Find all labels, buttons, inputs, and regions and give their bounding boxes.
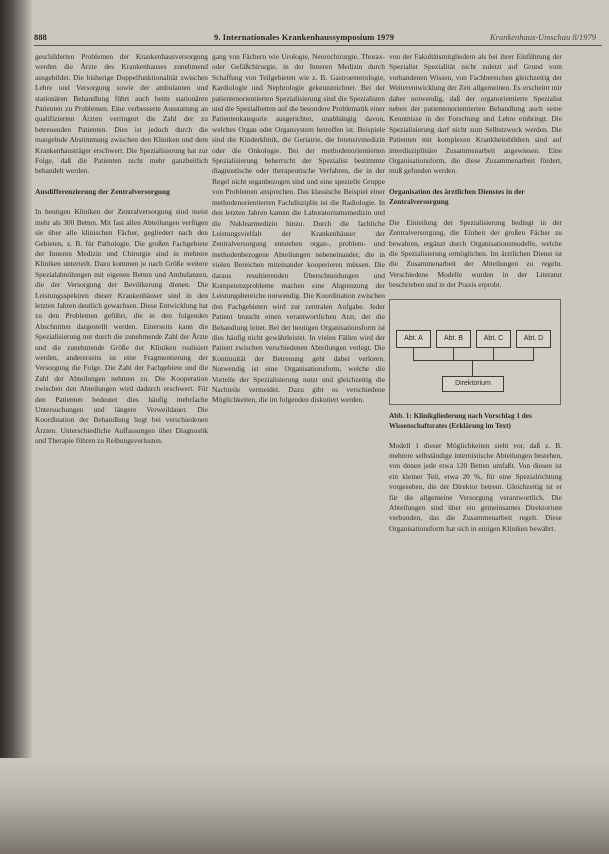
text-column-1 xyxy=(35,52,208,752)
department-box: Abt. A xyxy=(396,330,431,348)
connector-line xyxy=(413,348,414,360)
section-heading: Ausdifferenzierung der Zentralversorgung xyxy=(35,186,170,196)
connector-line xyxy=(472,360,473,376)
page-number: 888 xyxy=(34,32,47,42)
running-header xyxy=(34,30,602,44)
text-column-2 xyxy=(212,52,385,762)
section-heading: Organisation des ärztlichen Dienstes in der Zentralversorgung xyxy=(389,186,525,207)
header-rule xyxy=(34,45,602,46)
running-title: 9. Internationales Krankenhaussymposium 1979 xyxy=(214,32,395,42)
paragraph: Modell 1 dieser Möglichkeiten sieht vor, daß z. B. mehrere selbständige internistische Abteilungen bestehen, von denen jede etwa 120 Betten umfaßt. Von diesen ist ein kleiner Teil, etwa 20 %, für eine Spezialrichtung vorgesehen, die der Direktor betreut. Gleichzeitig ist er für die allgemeine Versorgung verantwortlich. Die Abteilungen sind über ein gemeinsames Direktorium verbunden, das die Zusammenarbeit regelt. Diese Organisationsform hat sich in einigen Kliniken bewährt. xyxy=(389,440,562,533)
page-bottom-shadow xyxy=(0,758,609,854)
directorate-box: Direktorium xyxy=(442,376,504,392)
connector-line xyxy=(453,348,454,360)
paragraph: gang von Fächern wie Urologie, Neurochirurgie, Thorax- oder Gefäßchirurgie, in der Inneren Medizin durch Schaffung von Teilgebieten wie z. B. Gastroenterologie, Kardiologie und Nephrologie gekennzeichnet. Bei der patientenorientierten Spezialisierung sind die Spezialisten und die Spezialbetten auf die besondere Problematik einer Patientenkategorie ausgerichtet, unabhängig davon, welches Organ oder Organsystem betroffen ist. Beispiele sind die Kinderklinik, die Geriatrie, die Intensivmedizin oder die Onkologie. Bei der methodenorientierten Spezialisierung beherrscht der Spezialist bestimmte diagnostische oder therapeutische Verfahren, die in der Regel nicht organbezogen sind und eine spezielle Gruppe von Problemen ansprechen. Das klassische Beispiel einer methodenorientierten Fachdisziplin ist die Radiologie. In den letzten Jahren kamen die Laboratoriumsmedizin und die Nuklearmedizin hinzu. Durch die fachliche Leistungsvielfalt der Krankenhäuser der Zentralversorgung entstehen organ-, problem- und methodenbezogene Abteilungen nebeneinander, die in vielen Bereichen miteinander kooperieren müssen. Die daraus resultierenden Überschneidungen und Kompetenzprobleme machen eine Abgrenzung der Leistungsbereiche notwendig. Die Koordination zwischen den Fachgebieten wird zur zentralen Aufgabe. Jeder Patient braucht einen verantwortlichen Arzt, der die Behandlung leitet. Bei der heutigen Organisationsform ist dies häufig nicht gewährleistet. In vielen Fällen wird der Patient zwischen verschiedenen Abteilungen verlegt. Die Kontinuität der Betreuung geht dabei verloren. Notwendig ist eine Organisationsform, welche die Vorteile der Spezialisierung nutzt und gleichzeitig die Nachteile vermeidet. Dazu gibt es verschiedene Möglichkeiten, die im folgenden diskutiert werden. xyxy=(212,52,385,405)
text-column-3 xyxy=(389,52,562,772)
department-box: Abt. B xyxy=(436,330,471,348)
paragraph: geschilderten Problemen der Krankenhausversorgung werden die Ärzte des Krankenhauses zunehmend ausgebildet. Die bisherige Doppelfunktionalität zwischen Lehre und Versorgung sowie der ambulanten und stationären Behandlung führt auch beim stationären Patienten zu Problemen. Eine verbesserte Ausstattung an qualifizierten Ärzten verringert die Zahl der zu betreuenden Patienten. Dies ist jedoch durch die mangelnde Abstimmung zwischen den Kliniken und dem Krankenhausträger erschwert. Die Spezialisierung hat zur Folge, daß die Patienten nicht mehr ganzheitlich behandelt werden. xyxy=(35,52,208,176)
paragraph: von der Fakultätsmitgliedern als bei ihrer Einführung der Spezialist Spezialität nicht zuletzt auf Grund vom vorhandenen Wissen, von Fachbereichen gleichzeitig der Weiterentwicklung der Zeit allgemeinen. Es erscheint mir daher notwendig, daß der organorientierte Spezialist neben der patientenorientierten Behandlung auch seine Kenntnisse in der Forschung und Lehre einbringt. Die Spezialisierung darf nicht zum Selbstzweck werden. Die Patienten mit komplexen Krankheitsbildern sind auf interdisziplinäre Zusammenarbeit angewiesen. Eine Organisationsform, die diese Zusammenarbeit fördert, muß gefunden werden. xyxy=(389,52,562,176)
paragraph: Die Einteilung der Spezialisierung bedingt in der Zentralversorgung, die Einheit der großen Fächer zu bewahren, ergänzt durch Organisationsmodelle, welche die Spezialisierung ermöglichen. Im ärztlichen Dienst ist die Zusammenarbeit der Abteilungen zu regeln. Verschiedene Modelle wurden in der Literatur beschrieben und in der Praxis erprobt. xyxy=(389,217,562,290)
connector-line xyxy=(413,360,534,361)
organization-diagram xyxy=(389,299,561,405)
department-box: Abt. C xyxy=(476,330,511,348)
journal-reference: Krankenhaus-Umschau 8/1979 xyxy=(489,32,596,42)
book-spine xyxy=(0,0,32,854)
connector-line xyxy=(533,348,534,360)
figure-caption: Abb. 1: Klinikgliederung nach Vorschlag 1 des Wissenschaftsrates (Erklärung im Text) xyxy=(389,411,532,430)
department-box: Abt. D xyxy=(516,330,551,348)
paragraph: In heutigen Kliniken der Zentralversorgung sind meist mehr als 300 Betten. Mit fast allen Abteilungen verfügen sie über alle klinischen Fächer, gegliedert nach den Gebieten, z. B. für Pathologie. Die großen Fachgebiete der Inneren Medizin und Chirurgie sind in mehrere Kliniken unterteilt. Dazu kommen je nach Größe weitere Spezialabteilungen mit eigenen Betten und Ambulanzen, die der Versorgung der Bevölkerung dienen. Die Leistungsspektren dieser Krankenhäuser sind in den letzten Jahren deutlich gewachsen. Diese Entwicklung hat zu den Problemen geführt, die in den folgenden Abschnitten dargestellt werden. Einerseits kann die Spezialisierung nur durch die zunehmende Zahl der Ärzte und die zunehmende Größe der Kliniken realisiert werden, andererseits ist eine Fragmentierung der Versorgung die Folge. Die Zahl der Fachgebiete und die Zahl der Abteilungen nehmen zu. Die Kooperation zwischen den Abteilungen wird dadurch erschwert. Für den Patienten bedeutet dies häufig mehrfache Untersuchungen und längere Verweildauer. Die Koordination der Behandlung liegt bei verschiedenen Ärzten. Unterschiedliche Auffassungen über Diagnostik und Therapie führen zu Reibungsverlusten. xyxy=(35,207,208,446)
connector-line xyxy=(493,348,494,360)
